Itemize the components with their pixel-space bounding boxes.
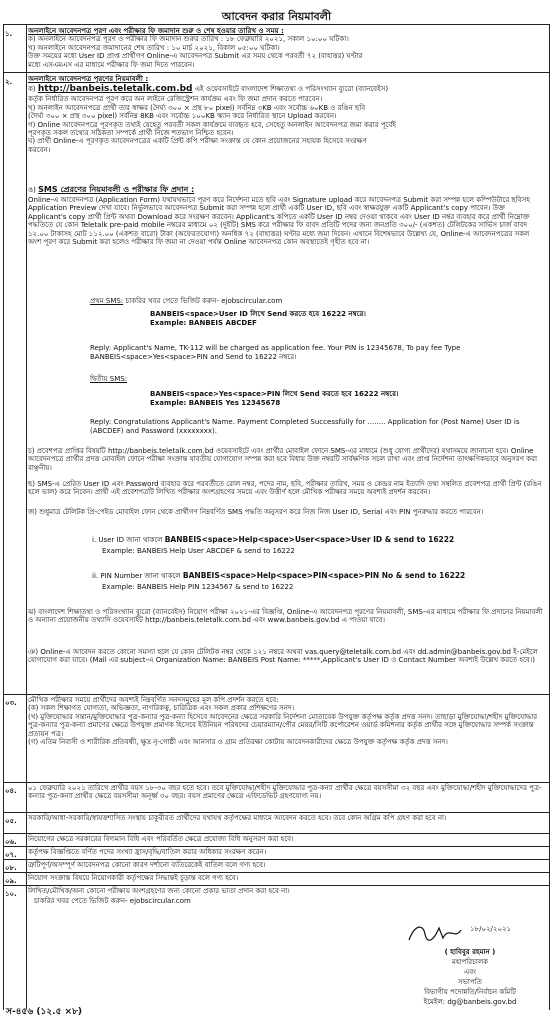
- first-sms-note: চাকরির খবর পেতে ভিজিট করুন- ejobscircular.com: [125, 297, 283, 305]
- section-2-a-label: ক): [28, 85, 36, 94]
- signatory-chair: সভাপতি: [458, 978, 482, 986]
- signatory-and: এবং: [463, 968, 477, 976]
- section-3: [28, 696, 544, 746]
- ejobs-note: চাকরির খবর পেতে ভিজিট করুন- ejobscircular.com: [34, 897, 191, 905]
- recover-user-id-prefix: i. User ID জানা থাকলে: [92, 536, 163, 544]
- sms-section: [28, 184, 544, 246]
- section-10-note: [34, 897, 550, 905]
- recover-pin-example: Example: BANBEIS Help PIN 1234567 & send to 16222: [102, 583, 294, 591]
- signatory-designation: মহাপরিচালক: [451, 958, 489, 966]
- section-3-b: (খ) মুক্তিযোদ্ধার সন্তান/মুক্তিযোদ্ধার পুত্র-কন্যার পুত্র-কন্যা হিসেবে আবেদনের ক্ষেত্রে সরকারি নির্দেশনা মোতাবেক উপযুক্ত কর্তৃপক্ষ কর্তৃক প্রদত্ত সনদ। তাছাড়া মুক্তিযোদ্ধা/শহীদ মুক্তিযোদ্ধার পুত্র-কন্যার পুত্র-কন্যা প্রমাণের ক্ষেত্রে উপযুক্ত প্রমাণক হিসেবে ইউনিয়ন পরিষদের চেয়ারম্যান/পৌর মেয়র/সিটি কর্পোরেশন ওয়ার্ড কমিশনার কর্তৃক প্রার্থীর সঙ্গে মুক্তিযোদ্ধার সম্পর্ক সংক্রান্ত প্রত্যয়ন পত্র।: [28, 712, 538, 738]
- sms-heading-label: ঙ): [28, 186, 36, 194]
- section-2-c1: গ) Online আবেদনপত্রে পূরণকৃত তথ্যই যেহেতু পরবর্তী সকল কার্যক্রমে ব্যবহৃত হবে, সেহেতু অনলাইন আবেদনপত্র জমা করার পূর্বেই: [28, 120, 396, 129]
- section-10-text: লিখিত/মৌখিক/অন্য কোনো পরীক্ষায় অংশগ্রহণের জন্য কোনো প্রকার ভাতা প্রদান করা হবে না।: [28, 887, 290, 895]
- recover-user-id-command: BANBEIS<space>Help<space>User<space>User ID & send to 16222: [164, 535, 455, 544]
- signatory-name: ( হাবিবুর রহমান ): [444, 948, 496, 956]
- second-sms-label: দ্বিতীয় SMS:: [90, 375, 128, 383]
- section-2-nya: [28, 648, 544, 665]
- divider: [3, 782, 549, 783]
- sms-instructions: Online-এ আবেদনপত্র (Application Form) যথাযথভাবে পূরণ করে নির্দেশনা মতে ছবি এবং Signature upload করে আবেদনপত্র Submit করা সম্পন্ন হলে কম্পিউটারে ছবিসহ Application Preview দেখা যাবে। নির্ভুলভাবে আবেদনপত্র Submit করা সম্পন্ন হলে প্রার্থী একটি User ID, ছবি এবং স্বাক্ষরযুক্ত একটি Applicant's copy পাবেন। উক্ত Applicant's copy প্রার্থী প্রিন্ট অথবা Download করে সংরক্ষণ করবেন। Applicant's কপিতে একটি User ID নম্বর দেওয়া থাকবে এবং User ID নম্বর ব্যবহার করে প্রার্থী নিম্নোক্ত পদ্ধতিতে যে কোন Teletalk pre-paid mobile নম্বরের মাধ্যমে ০২ (দুইটি) SMS করে পরীক্ষার ফি বাবদ প্রতিটি পদের জন্য জনপ্রতি ৩০০/- (একশত) টেলিটকের সার্ভিস চার্জ বাবদ ১২.০০ টাকাসহ মোট ১১২.০০ (একশত বারো) টাকা (অফেরতযোগ্য) অনধিক ৭২ (বাহাত্তর) ঘণ্টার মধ্যে জমা দিবেন। এখানে বিশেষভাবে উল্লেখ্য যে, Online-এ আবেদনপত্রের সকল অংশ পূরণ করে Submit করা হলেও পরীক্ষার ফি জমা না দেওয়া পর্যন্ত Online আবেদনপত্র কোন অবস্থাতেই গৃহীত হবে না।: [28, 196, 530, 247]
- divider: [3, 859, 549, 860]
- section-3-c: (গ) এতিম নিবাসী ও শারীরিক প্রতিবন্ধী, ক্ষুদ্র নৃ-গোষ্ঠী এবং আনসার ও গ্রাম প্রতিরক্ষা কোটায় আবেদনকারীদের ক্ষেত্রে উপযুক্ত কর্তৃপক্ষ কর্তৃক প্রদত্ত সনদ।: [28, 738, 448, 747]
- signatory-email: ইমেইল: dg@banbeis.gov.bd: [423, 998, 517, 1006]
- second-sms-reply-block: [90, 418, 530, 436]
- recover-pin-prefix: ii. PIN Number জানা থাকলে: [92, 572, 181, 580]
- first-sms-command: BANBEIS<space>User ID লিখে Send করতে হবে 16222 নম্বরে।: [150, 310, 366, 318]
- section-2-j-text: জ) শুধুমাত্র টেলিটক প্রি-পেইড মোবাইল ফোন থেকে প্রার্থীগণ নিম্নবর্ণিত SMS পদ্ধতি অনুসরণ করে নিজ নিজ User ID, Serial এবং PIN পুনরুদ্ধার করতে পারবেন।: [28, 508, 484, 516]
- section-5-number: ০৫.: [5, 817, 17, 825]
- section-3-number: ০৩.: [5, 699, 17, 707]
- section-2-j: [28, 508, 544, 516]
- section-9-text: নিয়োগ সংক্রান্ত বিষয়ে নিয়োগকারী কর্তৃপক্ষের সিদ্ধান্তই চূড়ান্ত বলে গণ্য হবে।: [28, 874, 239, 882]
- divider: [3, 694, 549, 695]
- section-6: [28, 835, 544, 843]
- first-sms-reply: Reply: Applicant's Name, TK-112 will be charged as application fee. Your PIN is 12345678, To pay fee Type BANBEIS<space>Yes<space>PIN and Send to 16222 নম্বরে।: [90, 344, 461, 361]
- second-sms-reply: Reply: Congratulations Applicant's Name. Payment Completed Successfully for ........ Application for (Post Name) User ID is (ABCDEF) and Password (xxxxxxxx).: [90, 418, 520, 435]
- sms-heading: SMS প্রেরণের নিয়মাবলী ও পরীক্ষার ফি প্রদান :: [38, 185, 195, 194]
- section-2-b1: খ) অনলাইন আবেদনপত্রে প্রার্থী তার স্বাক্ষর (দৈর্ঘ্য ৩০০ × প্রস্থ ৮০ pixel) সর্বনিম্ন ৩KB এবং সর্বোচ্চ ৬০KB ও রঙিন ছবি: [28, 103, 366, 112]
- divider: [3, 833, 549, 834]
- section-8-number: ০৮.: [5, 864, 17, 872]
- section-2-d1: ঘ) প্রার্থী Online-এ পূরণকৃত আবেদনপত্রের একটি প্রিন্ট কপি পরীক্ষা সংক্রান্ত যে কোন প্রয়োজনের সহায়ক হিসেবে সংরক্ষণ: [28, 137, 367, 146]
- section-2-a-text: এই ওয়েবসাইটে বাংলাদেশ শিক্ষাতথ্য ও পরিসংখ্যান ব্যুরো (ব্যানবেইস): [194, 85, 389, 94]
- section-2-d2: করবেন।: [28, 145, 51, 154]
- second-sms-command-block: [150, 390, 530, 408]
- section-6-text: নিয়োগের ক্ষেত্রে সরকারের বিদ্যমান বিধি এবং পরিবর্তিত ক্ষেত্রে প্রযোজ্য বিধি অনুসরণ করা হবে।: [28, 835, 294, 843]
- section-1-number: ১.: [5, 30, 13, 38]
- teletalk-url-link[interactable]: http://banbeis.teletalk.com.bd: [37, 84, 193, 95]
- section-6-number: ০৬.: [5, 838, 17, 846]
- recover-pin: [92, 570, 532, 593]
- footer-code: স-৪৫৬ (১২.৫ ×৮): [6, 1007, 83, 1017]
- section-2-c2: পূরণকৃত সকল তথ্যের সঠিকতা সম্পর্কে প্রার্থী নিজে শতভাগ নিশ্চিত হবেন।: [28, 129, 234, 138]
- section-2-chh: [28, 480, 544, 497]
- second-sms-command: BANBEIS<space>Yes<space>PIN লিখে Send করতে হবে 16222 নম্বরে।: [150, 390, 399, 398]
- section-2-jh: [28, 608, 544, 625]
- section-2-chh-text: ছ) SMS-এ প্রেরিত User ID এবং Password ব্যবহার করে পরবর্তীতে রোল নম্বর, পদের নাম, ছবি, পরীক্ষার তারিখ, সময় ও কেন্দ্রর নাম ইত্যাদি তথ্য সম্বলিত প্রবেশপত্র প্রার্থী প্রিন্ট (রঙিন হলে ভাল) করে নিবেন। প্রার্থী এই প্রবেশপত্রটি লিখিত পরীক্ষার অংশগ্রহণের সময়ে এবং উত্তীর্ণ হলে মৌখিক পরীক্ষার সময়ে অবশ্যই প্রদর্শন করবেন।: [28, 480, 542, 497]
- section-9-number: ০৯.: [5, 877, 17, 885]
- section-2-ch-text: চ) প্রবেশপত্র প্রাপ্তির বিষয়টি http://banbeis.teletalk.com.bd ওয়েবসাইটে এবং প্রার্থীর মোবাইল ফোনে SMS-এর মাধ্যমে (শুধু যোগ্য প্রার্থীদের) যথাসময়ে জানানো হবে। Online আবেদনপত্রে প্রার্থীর প্রদত্ত মোবাইল ফোনে পরীক্ষা সংক্রান্ত যাবতীয় যোগাযোগ সম্পন্ন করা হবে বিধায় উক্ত নম্বরটি সার্বক্ষণিক সচল রাখা এবং প্রাপ্ত নির্দেশনা তাৎক্ষণিকভাবে অনুসরণ করা বাঞ্ছনীয়।: [28, 447, 537, 472]
- section-1-a: ক) অনলাইনে আবেদনপত্র পূরণ ও পরীক্ষার ফি জমাদান শুরুর তারিখ : ১৮ ফেব্রুয়ারি ২০২১, সকাল ১০:০০ ঘটিকা।: [28, 35, 349, 44]
- section-7-text: কর্তৃপক্ষ বিজ্ঞপ্তিতে বর্ণিত পদের সংখ্যা হ্রাস/বৃদ্ধি/বাতিল করার অধিকার সংরক্ষণ করেন।: [28, 848, 267, 856]
- divider: [3, 846, 549, 847]
- section-10: [28, 887, 544, 895]
- section-8-text: ত্রুটিপূর্ণ/অসম্পূর্ণ আবেদনপত্র কোনো কারণ দর্শানো ব্যতিরেকেই বাতিল বলে গণ্য হবে।: [28, 861, 266, 869]
- signature-date: ১৮/০২/২০২১: [470, 925, 512, 933]
- section-7-number: ০৭.: [5, 851, 17, 859]
- first-sms-reply-block: [90, 344, 530, 362]
- section-1-heading: অনলাইনে আবেদনপত্র পূরণ এবং পরীক্ষার ফি জমাদান শুরু ও শেষ হওয়ার তারিখ ও সময় :: [28, 27, 284, 35]
- section-1-c2: মধ্যে এসএমএস এর মাধ্যমে পরীক্ষার ফি জমা দিতে পারবেন।: [28, 60, 195, 69]
- section-8: [28, 861, 544, 869]
- section-1-b: খ) অনলাইনে আবেদনপত্র জমাদানের শেষ তারিখ : ১০ মার্চ ২০২১, বিকাল ০৫:০০ ঘটিকা।: [28, 43, 280, 52]
- first-sms-example: Example: BANBEIS ABCDEF: [150, 319, 257, 327]
- recover-user-id-example: Example: BANBEIS Help User ABCDEF & send to 16222: [102, 547, 295, 555]
- section-4-number: ০৪.: [5, 787, 17, 795]
- section-2-heading: অনলাইনে আবেদনপত্র পূরণের নিয়মাবলী :: [28, 75, 149, 83]
- first-sms-command-block: [150, 310, 530, 328]
- section-4-text: ০১ ফেব্রুয়ারি ২০২১ তারিখে প্রার্থীর বয়স ১৮-৩০ বছর হতে হবে। তবে মুক্তিযোদ্ধা/শহীদ মুক্তিযোদ্ধার পুত্র-কন্যা প্রার্থীর ক্ষেত্রে বয়সসীমা ৩২ বছর এবং মুক্তিযোদ্ধা/শহীদ মুক্তিযোদ্ধাদের পুত্র-কন্যার পুত্র-কন্যা প্রার্থীর ক্ষেত্রে বয়সসীমা অনূর্ধ্ব ৩০ বছর। বয়স প্রমাণের ক্ষেত্রে এফিডেভিট গ্রহণযোগ্য নয়।: [28, 784, 542, 801]
- recover-user-id: [92, 534, 532, 557]
- section-2-number: ২.: [5, 78, 13, 86]
- divider: [3, 885, 549, 886]
- section-7: [28, 848, 544, 856]
- section-5-text: সরকারি/আধা-সরকারি/স্বায়ত্তশাসিত সংস্থায় চাকুরীরত প্রার্থীদের যথাযথ কর্তৃপক্ষের মাধ্যমে আবেদন করতে হবে। তবে কোন অগ্রিম কপি গ্রহণ করা হবে না।: [28, 814, 447, 822]
- section-1-c1: উক্ত সময়ের মধ্যে User ID প্রাপ্ত প্রার্থীগণ Online-এ আবেদনপত্র Submit এর সময় থেকে পরবর্তী ৭২ (বাহাত্তর) ঘণ্টার: [28, 52, 363, 61]
- section-2-nya-text: ঞ) Online-এ আবেদন করতে কোনো সমস্যা হলে যে কোন টেলিটক নম্বর থেকে ১২১ নম্বরে অথবা vas.query@teletalk.com.bd এবং dd.admin@banbeis.gov.bd ই-মেইলে যোগাযোগ করা যাবে। (Mail এর subject-এ Organization Name: BANBEIS Post Name: *****,Applicant's User ID ও Contact Number অবশ্যই উল্লেখ করতে হবে।): [28, 648, 538, 665]
- section-1: [28, 27, 544, 69]
- section-5: [28, 814, 544, 822]
- signature-block: [400, 947, 540, 1007]
- section-3-a: (ক) সকল শিক্ষাগত যোগ্যতা, অভিজ্ঞতা, নাগরিকত্ব, চারিত্রিক এবং সকল প্রকার প্রশিক্ষণের সনদ।: [28, 704, 295, 713]
- section-9: [28, 874, 544, 882]
- section-10-number: ১০.: [5, 890, 17, 898]
- divider: [3, 812, 549, 813]
- section-2: [28, 75, 544, 154]
- divider: [3, 72, 549, 73]
- section-2-b2: (দৈর্ঘ্য ৩০০ × প্রস্থ ৩০০ pixel) সর্বনিম্ন 8KB এবং সর্বোচ্চ ১০০KB স্ক্যান করে নির্ধারিত স্থানে Upload করবেন।: [28, 112, 337, 121]
- section-4: [28, 784, 544, 801]
- section-2-jh-text: ঝ) বাংলাদেশ শিক্ষাতথ্য ও পরিসংখ্যান ব্যুরো (ব্যানবেইস) নিয়োগ পরীক্ষা ২০২১-এর বিজ্ঞপ্তি, Online-এ আবেদনপত্র পূরণের নিয়মাবলী, SMS-এর মাধ্যমে পরীক্ষার ফি প্রদানের নিয়মাবলী ও অন্যান্য প্রয়োজনীয় তথ্যাদি ওয়েবসাইট http://banbeis.teletalk.com.bd এবং www.banbeis.gov.bd এ পাওয়া যাবে।: [28, 608, 543, 625]
- first-sms-label: প্রথম SMS:: [90, 297, 124, 305]
- section-3-text: মৌখিক পরীক্ষার সময়ে প্রার্থীদের অবশ্যই নিম্নবর্ণিত সনদসমূহের মূল কপি প্রদর্শন করতে হবে:: [28, 696, 279, 704]
- section-2-a-text2: কর্তৃক নির্ধারিত আবেদনপত্র পূরণ করে অন লাইনে রেজিস্ট্রেশন কার্যক্রম এবং ফি জমা প্রদান করতে পারবেন।: [28, 95, 323, 104]
- page-title: আবেদন করার নিয়মাবলী: [221, 10, 332, 23]
- second-sms-example: Example: BANBEIS Yes 12345678: [150, 399, 281, 407]
- recover-pin-command: BANBEIS<space>Help<space>PIN<space>PIN No & send to 16222: [182, 571, 466, 580]
- divider: [3, 872, 549, 873]
- second-sms-block: [90, 375, 530, 384]
- section-2-ch: [28, 447, 544, 472]
- signatory-committee: বিভাগীয় পদোন্নতি/নির্বাচন কমিটি: [424, 988, 516, 996]
- first-sms-block: [90, 297, 530, 306]
